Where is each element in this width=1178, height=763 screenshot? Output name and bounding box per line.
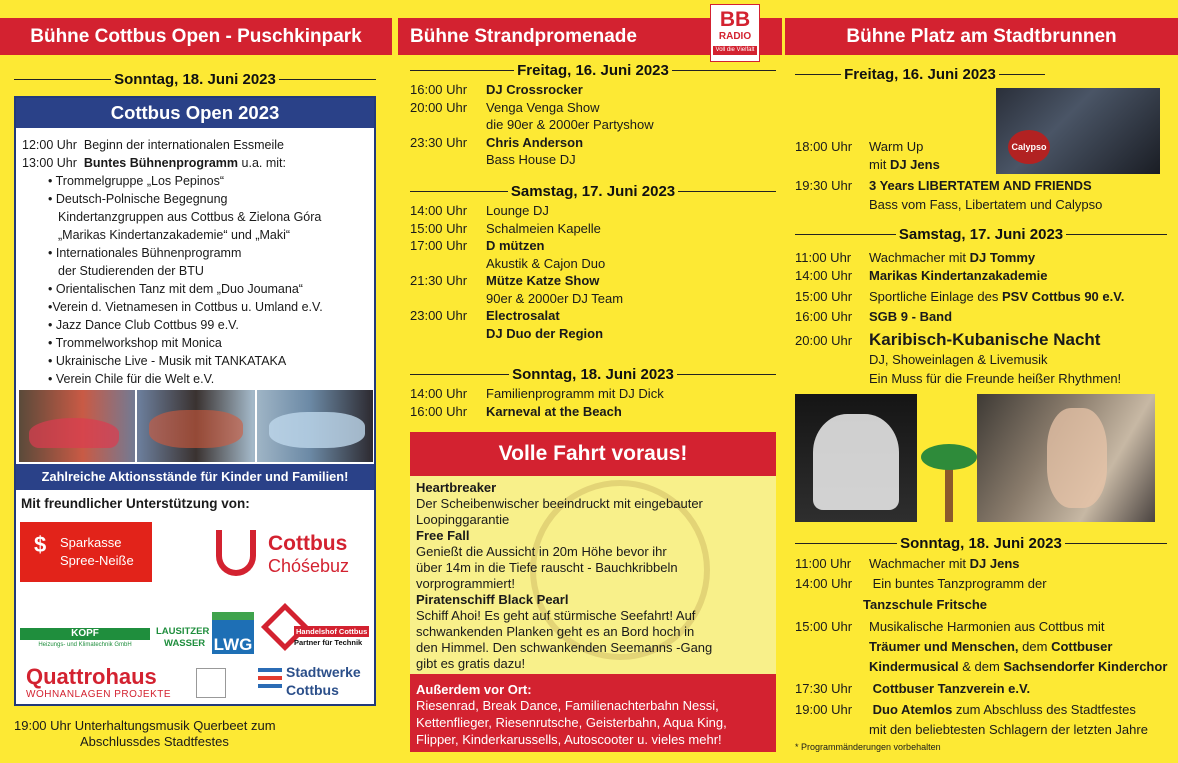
act: DJ Crossrocker <box>486 82 583 97</box>
schedule-subline: Bass House DJ <box>486 152 576 167</box>
schedule-row: 20:00 Uhr Karibisch-Kubanische Nacht <box>795 330 1101 349</box>
act: Karneval at the Beach <box>486 403 622 419</box>
ride-desc: gibt es gratis dazu! <box>416 656 526 671</box>
ride-desc: den Himmel. Den schwankenden Seemanns -Gang <box>416 640 713 655</box>
quattrohaus-logo: Quattrohaus WOHNANLAGEN PROJEKTE <box>20 664 230 704</box>
program-text: Beginn der internationalen Essmeile <box>83 138 284 152</box>
ride-desc: Der Scheibenwischer beeindruckt mit eingebauter <box>416 496 703 511</box>
schedule-row <box>410 221 601 236</box>
schedule-row <box>410 100 600 115</box>
sparkasse-icon: $ <box>34 532 47 557</box>
act-item: • Trommelworkshop mit Monica <box>48 336 222 350</box>
house-icon <box>196 668 226 698</box>
schedule-row: 18:00 Uhr Warm Up <box>795 139 924 154</box>
time: 17:00 Uhr <box>410 238 468 253</box>
schedule-row: 17:30 Uhr Cottbuser Tanzverein e.V. <box>795 681 1031 696</box>
promo-title: Volle Fahrt voraus! <box>410 432 776 476</box>
stage-header-cottbus-open: Bühne Cottbus Open - Puschkinpark <box>0 18 392 55</box>
cottbus-crest-icon <box>216 530 256 576</box>
extra-line: Kettenflieger, Riesenrutsche, Geisterbahn, Aqua King, <box>416 715 727 730</box>
handelshof-logo: Handelshof Cottbus Partner für Technik <box>266 608 370 654</box>
schedule-subline: Bass vom Fass, Libertatem und Calypso <box>869 197 1103 212</box>
time: 14:00 Uhr <box>795 268 853 283</box>
schedule-subline: mit DJ Jens <box>869 157 940 172</box>
date-label: Freitag, 16. Juni 2023 <box>517 62 669 79</box>
schedule-row: 19:30 Uhr 3 Years LIBERTATEM AND FRIENDS <box>795 178 1092 193</box>
schedule-subline: mit den beliebtesten Schlagern der letzten Jahre <box>869 722 1148 737</box>
time: 14:00 Uhr <box>410 386 468 401</box>
schedule-row <box>410 82 583 97</box>
schedule-row: 16:00 Uhr SGB 9 - Band <box>795 309 953 324</box>
support-heading: Mit freundlicher Unterstützung von: <box>21 496 250 511</box>
schedule-row <box>410 135 583 150</box>
schedule-subline: DJ Duo der Region <box>486 325 604 341</box>
sparkasse-logo: $ Sparkasse Spree-Neiße <box>20 522 152 582</box>
family-banner: Zahlreiche Aktionsstände für Kinder und Familien! <box>16 464 374 490</box>
ride-desc: Schiff Ahoi! Es geht auf stürmische Seefahrt! Auf <box>416 608 696 623</box>
extra-title: Außerdem vor Ort: <box>416 682 532 697</box>
date-label: Sonntag, 18. Juni 2023 <box>512 366 674 383</box>
column-stadtbrunnen <box>785 0 1178 763</box>
schedule-row: 11:00 Uhr Wachmacher mit DJ Jens <box>795 556 1020 571</box>
stage-header-stadtbrunnen: Bühne Platz am Stadtbrunnen <box>785 18 1178 55</box>
act: Chris Anderson <box>486 134 584 150</box>
schedule-row: 14:00 Uhr Ein buntes Tanzprogramm der <box>795 576 1047 591</box>
act: Familienprogramm mit DJ Dick <box>486 386 664 401</box>
time: 16:00 Uhr <box>410 82 468 97</box>
time: 14:00 Uhr <box>410 203 468 218</box>
schedule-row: 15:00 Uhr Musikalische Harmonien aus Cottbus mit <box>795 619 1105 634</box>
time: 15:00 Uhr <box>410 220 468 236</box>
ride-desc: über 14m in die Tiefe rauscht - Bauchkribbeln <box>416 560 678 575</box>
time: 12:00 Uhr <box>22 138 77 152</box>
cottbus-logo: Cottbus Chóśebuz <box>214 526 374 586</box>
act: Venga Venga Show <box>486 99 600 115</box>
schedule-subline: 90er & 2000er DJ Team <box>486 290 624 306</box>
crowd-photo <box>977 394 1155 522</box>
act-item: • Orientalischen Tanz mit dem „Duo Joumana“ <box>48 282 303 296</box>
act: Electrosalat <box>486 308 560 323</box>
date-divider <box>795 226 1167 243</box>
schedule-row: 15:00 Uhr Sportliche Einlage des PSV Cottbus 90 e.V. <box>795 289 1125 304</box>
program-text: u.a. mit: <box>238 156 286 170</box>
date-label: Samstag, 17. Juni 2023 <box>898 226 1064 243</box>
footnote: * Programmänderungen vorbehalten <box>795 742 941 752</box>
date-divider <box>410 183 776 200</box>
date-divider <box>410 366 776 383</box>
act-item: •Verein d. Vietnamesen in Cottbus u. Umland e.V. <box>48 300 323 314</box>
bb-radio-logo: BB RADIO Voll die Vielfalt <box>710 4 760 62</box>
date-label: Sonntag, 18. Juni 2023 <box>114 71 276 88</box>
box-title: Cottbus Open 2023 <box>16 98 374 128</box>
schedule-subline: Träumer und Menschen, dem Cottbuser <box>869 639 1113 654</box>
date-label: Samstag, 17. Juni 2023 <box>510 183 676 200</box>
schedule-row: 19:00 Uhr Duo Atemlos zum Abschluss des Stadtfestes <box>795 702 1136 717</box>
act-item: • Jazz Dance Club Cottbus 99 e.V. <box>48 318 239 332</box>
date-label: Freitag, 16. Juni 2023 <box>844 66 996 83</box>
schedule-row: 11:00 Uhr Wachmacher mit DJ Tommy <box>795 250 1036 265</box>
schedule-row <box>410 404 622 419</box>
date-divider <box>14 71 376 88</box>
ride-name: Free Fall <box>416 528 470 543</box>
time: 23:00 Uhr <box>410 308 468 323</box>
extra-line: Riesenrad, Break Dance, Familienachterbahn Nessi, <box>416 698 719 713</box>
closing-line-2: Abschlussdes Stadtfestes <box>80 734 229 749</box>
act-item: • Internationales Bühnenprogramm <box>48 246 242 260</box>
time: 23:30 Uhr <box>410 134 468 150</box>
ride-name: Heartbreaker <box>416 480 497 495</box>
column-cottbus-open <box>0 0 392 763</box>
program-highlight: Buntes Bühnenprogramm <box>83 156 239 170</box>
act: D mützen <box>486 238 545 253</box>
time: 15:00 Uhr <box>795 289 853 304</box>
schedule-row <box>410 238 545 253</box>
extra-line: Flipper, Kinderkarussells, Autoscooter u. vieles mehr! <box>416 732 722 747</box>
ride-desc: Loopinggarantie <box>416 512 510 527</box>
ride-desc: schwankenden Planken geht es an Bord hoch in <box>416 624 695 639</box>
act: Schalmeien Kapelle <box>486 220 601 236</box>
program-row <box>22 156 286 170</box>
time: 16:00 Uhr <box>795 309 853 324</box>
dj-photo: Calypso <box>996 88 1160 174</box>
time: 20:00 Uhr <box>410 99 468 115</box>
schedule-subline: Akustik & Cajon Duo <box>486 255 606 271</box>
schedule-row <box>410 386 664 401</box>
act: Lounge DJ <box>486 203 549 218</box>
column-strandpromenade <box>398 0 782 763</box>
cottbus-open-box <box>14 96 376 706</box>
date-divider <box>795 66 1045 83</box>
band-photo <box>795 394 917 522</box>
closing-line-1: 19:00 Uhr Unterhaltungsmusik Querbeet zum <box>14 718 276 733</box>
act: Mütze Katze Show <box>486 273 600 288</box>
kopf-logo: KOPF Heizungs- und Klimatechnik GmbH <box>20 628 150 658</box>
program-row <box>22 138 284 152</box>
act-item: • Verein Chile für die Welt e.V. <box>48 372 215 386</box>
stadtwerke-logo: Stadtwerke Cottbus <box>256 662 376 704</box>
schedule-subline: DJ, Showeinlagen & Livemusik <box>869 352 1048 367</box>
schedule-subline: Tanzschule Fritsche <box>863 597 988 612</box>
time: 11:00 Uhr <box>795 250 852 265</box>
lwg-logo: LAUSITZER WASSER LWG <box>156 612 256 656</box>
ride-desc: vorprogrammiert! <box>416 576 515 591</box>
schedule-row: 14:00 Uhr Marikas Kindertanzakademie <box>795 268 1048 283</box>
time: 16:00 Uhr <box>410 403 468 419</box>
time: 13:00 Uhr <box>22 156 77 170</box>
schedule-row <box>410 308 560 323</box>
ride-desc: Genießt die Aussicht in 20m Höhe bevor ihr <box>416 544 667 559</box>
schedule-subline: die 90er & 2000er Partyshow <box>486 117 654 132</box>
time: 21:30 Uhr <box>410 273 468 288</box>
palm-icon <box>921 440 977 522</box>
act-item: • Deutsch-Polnische Begegnung <box>48 192 228 206</box>
dance-photo <box>19 390 373 462</box>
schedule-subline: Ein Muss für die Freunde heißer Rhythmen! <box>869 371 1122 386</box>
date-divider <box>795 535 1167 552</box>
rides-panel <box>410 432 776 752</box>
schedule-row <box>410 273 599 288</box>
time: 20:00 Uhr <box>795 333 853 348</box>
schedule-row <box>410 203 549 218</box>
act-item: der Studierenden der BTU <box>58 264 204 278</box>
ride-name: Piratenschiff Black Pearl <box>416 592 569 607</box>
act-item: Kindertanzgruppen aus Cottbus & Zielona Góra <box>58 210 322 224</box>
act-item: • Trommelgruppe „Los Pepinos“ <box>48 174 224 188</box>
extra-box <box>410 674 776 752</box>
schedule-subline: Kindermusical & dem Sachsendorfer Kinderchor <box>869 659 1168 674</box>
stage-header-strandpromenade: Bühne Strandpromenade <box>398 18 782 55</box>
act-item: „Marikas Kindertanzakademie“ und „Maki“ <box>58 228 291 242</box>
date-label: Sonntag, 18. Juni 2023 <box>900 535 1062 552</box>
act-item: • Ukrainische Live - Musik mit TANKATAKA <box>48 354 287 368</box>
date-divider <box>410 62 776 79</box>
